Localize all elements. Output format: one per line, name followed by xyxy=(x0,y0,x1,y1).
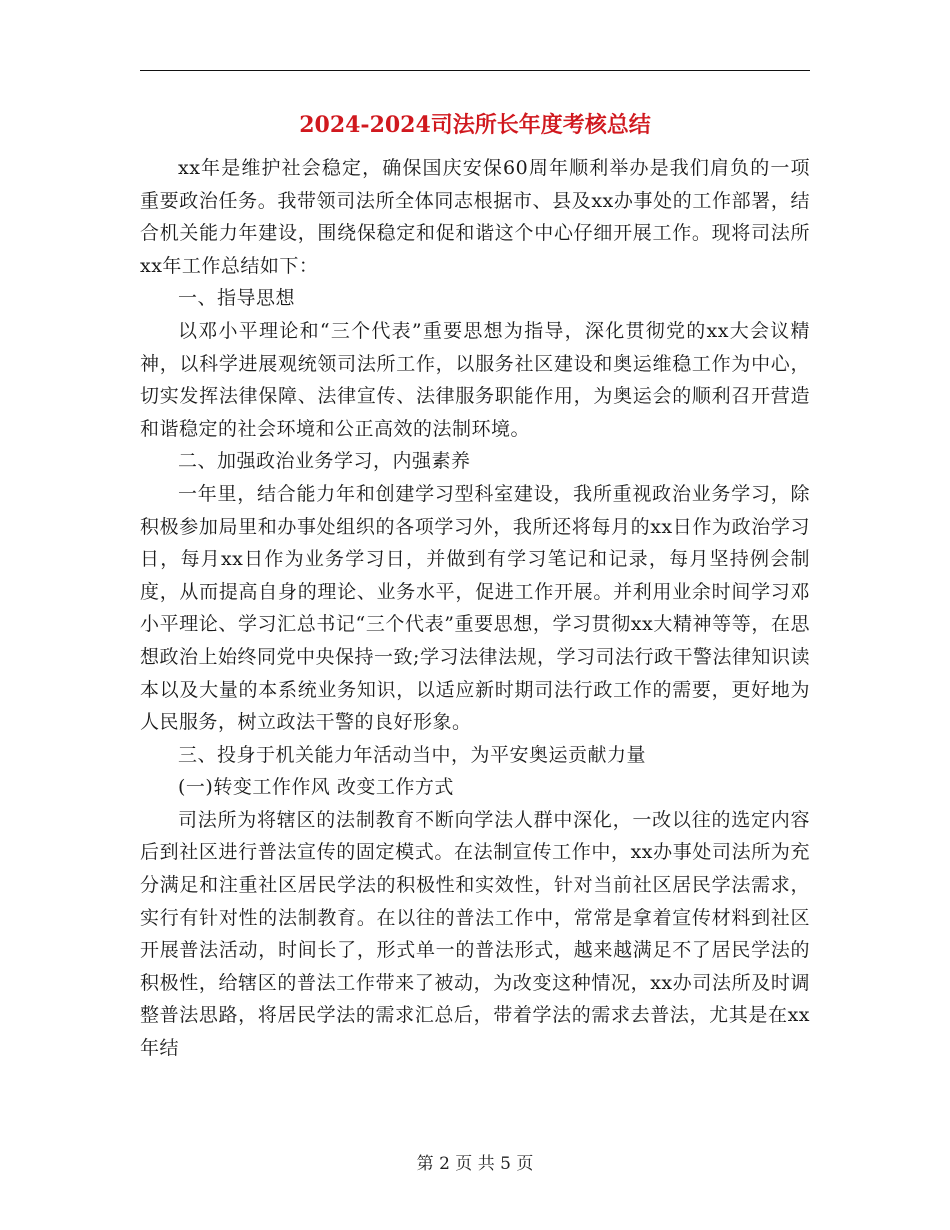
document-body xyxy=(140,152,810,1065)
subsection-heading-work-style: (一)转变工作作风 改变工作方式 xyxy=(178,776,454,799)
header-rule xyxy=(140,70,810,71)
paragraph-guiding-ideology: 以邓小平理论和“三个代表”重要思想为指导，深化贯彻党的xx大会议精神，以科学进展观统领司法所工作，以服务社区建设和奥运维稳工作为中心，切实发挥法律保障、法律宣传、法律服务职能作用，为奥运会的顺利召开营造和谐稳定的社会环境和公正高效的法制环境。 xyxy=(140,319,810,440)
page-number-footer: 第 2 页 共 5 页 xyxy=(416,1154,534,1174)
section-heading-guiding-ideology: 一、指导思想 xyxy=(178,287,296,310)
paragraph-political-study: 一年里，结合能力年和创建学习型科室建设，我所重视政治业务学习，除积极参加局里和办事处组织的各项学习外，我所还将每月的xx日作为政治学习日，每月xx日作为业务学习日，并做到有学习笔记和记录，每月坚持例会制度，从而提高自身的理论、业务水平，促进工作开展。并利用业余时间学习邓小平理论、学习汇总书记“三个代表”重要思想，学习贯彻xx大精神等等，在思想政治上始终同党中央保持一致;学习法律法规，学习司法行政干警法律知识读本以及大量的本系统业务知识，以适应新时期司法行政工作的需要，更好地为人民服务，树立政法干警的良好形象。 xyxy=(140,482,810,734)
section-heading-political-study: 二、加强政治业务学习，内强素养 xyxy=(178,450,471,473)
section-heading-capacity-year: 三、投身于机关能力年活动当中，为平安奥运贡献力量 xyxy=(178,743,647,766)
paragraph-intro: xx年是维护社会稳定，确保国庆安保60周年顺利举办是我们肩负的一项重要政治任务。我带领司法所全体同志根据市、县及xx办事处的工作部署，结合机关能力年建设，围绕保稳定和促和谐这个中心仔细开展工作。现将司法所xx年工作总结如下： xyxy=(140,157,810,277)
paragraph-work-style: 司法所为将辖区的法制教育不断向学法人群中深化，一改以往的选定内容后到社区进行普法宣传的固定模式。在法制宣传工作中，xx办事处司法所为充分满足和注重社区居民学法的积极性和实效性，针对当前社区居民学法需求，实行有针对性的法制教育。在以往的普法工作中，常常是拿着宣传材料到社区开展普法活动，时间长了，形式单一的普法形式，越来越满足不了居民学法的积极性，给辖区的普法工作带来了被动，为改变这种情况，xx办司法所及时调整普法思路，将居民学法的需求汇总后，带着学法的需求去普法，尤其是在xx年结 xyxy=(140,808,810,1060)
document-title: 2024-2024司法所长年度考核总结 xyxy=(299,112,651,138)
